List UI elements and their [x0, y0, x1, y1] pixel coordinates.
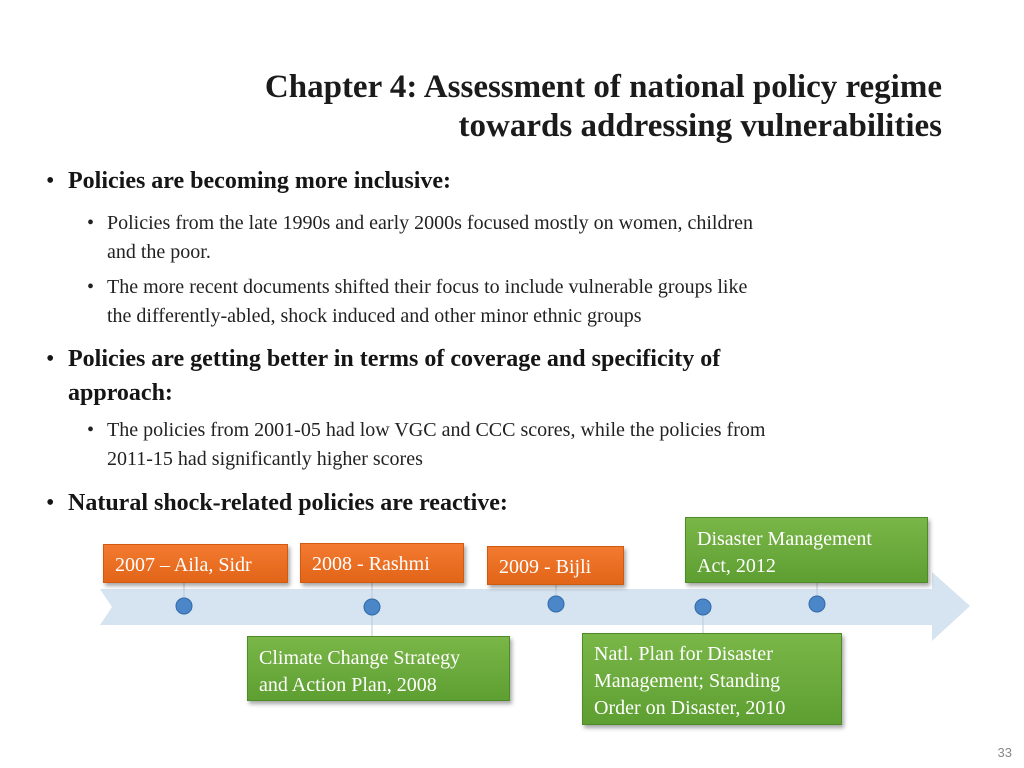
timeline-node-2012 [809, 596, 825, 612]
event-natl-plan-disaster: Natl. Plan for Disaster Management; Standing Order on Disaster, 2010 [582, 633, 842, 725]
timeline-node-2007 [176, 598, 192, 614]
sub-bullet-scores: • The policies from 2001-05 had low VGC and CCC scores, while the policies from 2011-15 had significantly higher scores [107, 416, 765, 474]
event-bijli: 2009 - Bijli [487, 546, 624, 585]
bullet-dot-icon: • [46, 346, 55, 372]
timeline-node-2008 [364, 599, 380, 615]
bullet-inclusive: • Policies are becoming more inclusive: [68, 164, 451, 198]
bullet-coverage: • Policies are getting better in terms of coverage and specificity of approach: [68, 342, 720, 410]
timeline-node-2010 [695, 599, 711, 615]
timeline-node-2009 [548, 596, 564, 612]
event-climate-change-strategy: Climate Change Strategy and Action Plan, 2008 [247, 636, 510, 701]
page-number: 33 [997, 745, 1012, 760]
bullet-dot-icon: • [46, 168, 55, 194]
event-disaster-management-act: Disaster Management Act, 2012 [685, 517, 928, 583]
event-rashmi: 2008 - Rashmi [300, 543, 464, 583]
bullet-dot-icon: • [46, 490, 55, 516]
bullet-dot-icon: • [87, 212, 95, 234]
sub-bullet-recent-docs: • The more recent documents shifted their focus to include vulnerable groups like the differently-abled, shock induced and other minor ethnic groups [107, 273, 747, 331]
event-aila-sidr: 2007 – Aila, Sidr [103, 544, 288, 583]
sub-bullet-1990s: • Policies from the late 1990s and early 2000s focused mostly on women, children and the poor. [107, 209, 753, 267]
bullet-dot-icon: • [87, 276, 95, 298]
bullet-dot-icon: • [87, 419, 95, 441]
title-line-1: Chapter 4: Assessment of national policy regime [264, 69, 942, 105]
bullet-reactive: • Natural shock-related policies are reactive: [68, 486, 508, 520]
title-line-2: towards addressing vulnerabilities [458, 108, 942, 144]
